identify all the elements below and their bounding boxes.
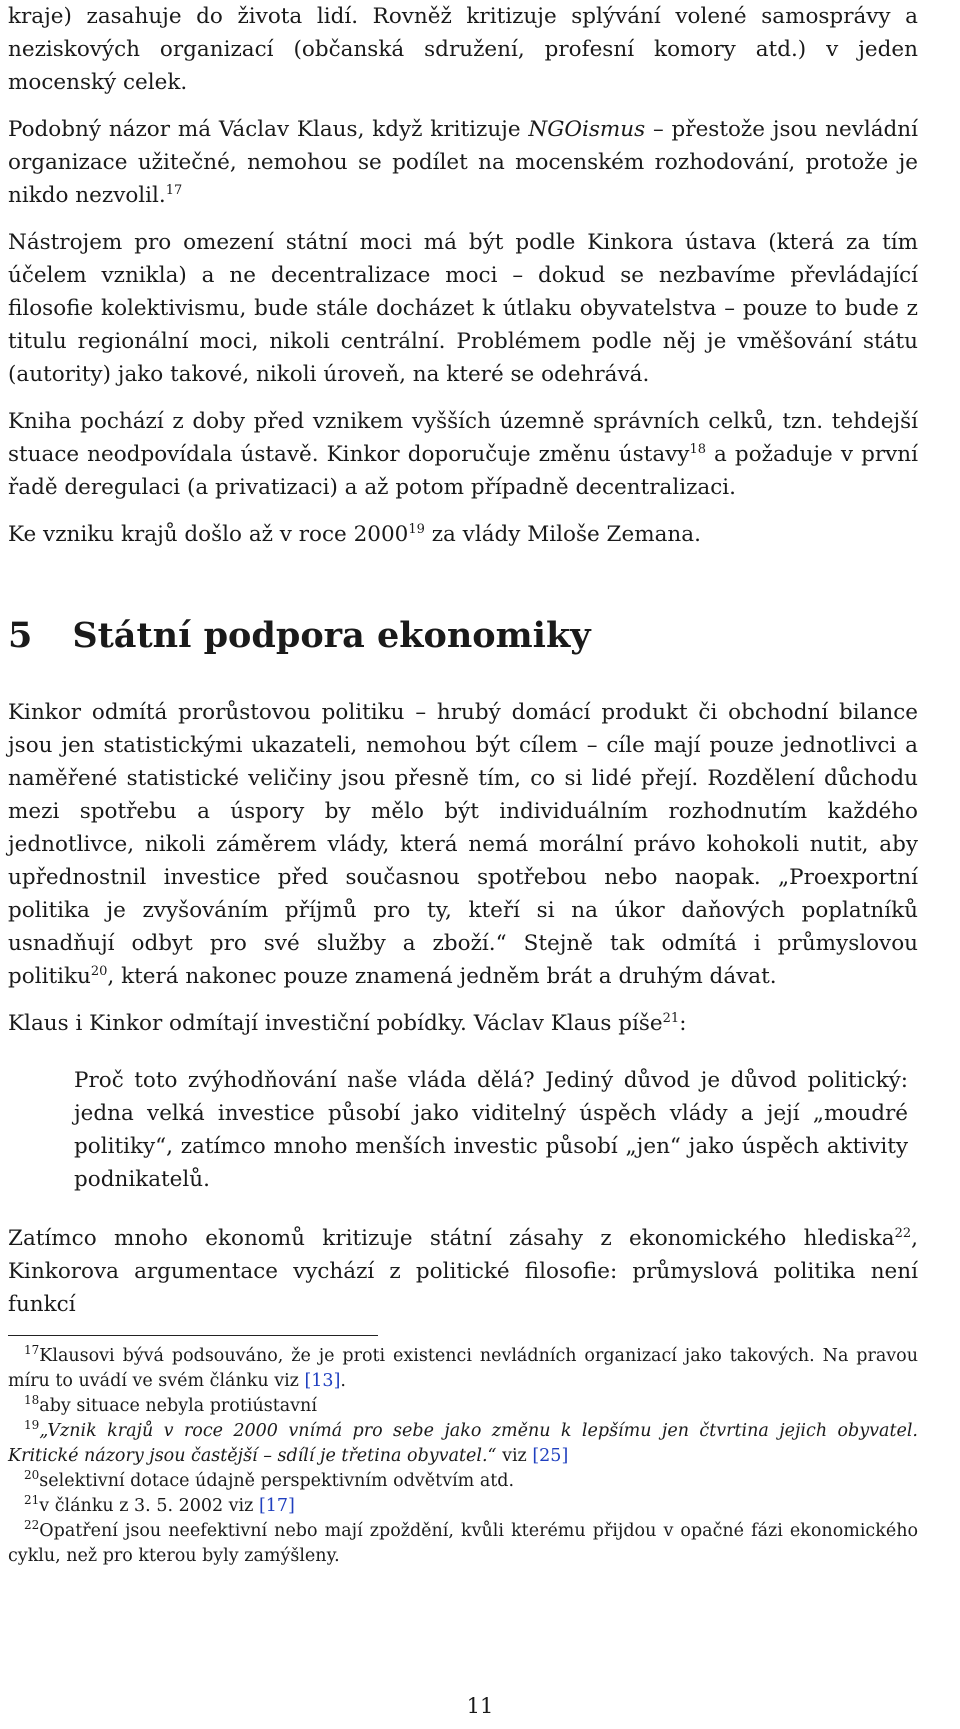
footnote-marker[interactable]: 17 [165,182,183,198]
paragraph-klaus [8,113,918,212]
paragraph-pobidky [8,1007,918,1040]
text-span: Klaus i Kinkor odmítají investiční pobídky. Václav Klaus píše [8,1011,663,1036]
footnote-marker[interactable]: 22 [894,1225,912,1241]
footnote-number: 18 [24,1393,40,1408]
footnote-19 [8,1419,918,1469]
section-title: Státní podpora ekonomiky [72,615,591,656]
footnote-18 [8,1394,918,1419]
footnote-marker[interactable]: 19 [408,521,425,537]
footnote-number: 22 [24,1518,40,1533]
footnote-text: viz [496,1446,533,1466]
footnote-text: aby situace nebyla protiústavní [39,1396,317,1416]
citation-link[interactable]: [17] [258,1496,295,1516]
text-span: Kinkor odmítá prorůstovou politiku – hrubý domácí produkt či obchodní bilance jsou jen statistickými ukazateli, nemohou být cílem – cíle mají pouze jednotlivci a naměřené statistické veličiny jsou přesně tím, co si lidé přejí. Rozdělení důchodu mezi spotřebu a úspory by mělo být individuálním rozhodnutím každého jednotlivce, nikoli záměrem vlády, která nemá morální právo kohokoli nutit, aby upřednostnil investice před současnou spotřebou nebo naopak. „Proexportní politika je zvyšováním příjmů pro ty, kteří si na úkor daňových poplatníků usnadňují odbyt pro své služby a zboží.“ Stejně tak odmítá i průmyslovou politiku [8,700,918,989]
text-span: za vlády Miloše Zemana. [424,522,701,547]
page-number: 11 [466,1694,494,1718]
text-span: Zatímco mnoho ekonomů kritizuje státní zásahy z ekonomického hlediska [8,1226,895,1251]
text-span: a požaduje v první řadě deregulaci (a privatizaci) a až potom případně decentralizaci. [8,442,918,500]
footnote-marker[interactable]: 21 [662,1010,680,1026]
footnote-marker[interactable]: 18 [689,441,706,457]
text-span: , Kinkorova argumentace vychází z politické filosofie: průmyslová politika není funkcí [8,1226,918,1317]
citation-link[interactable]: [25] [532,1446,569,1466]
paragraph-kraje [8,518,918,551]
paragraph-kniha [8,405,918,504]
footnote-20 [8,1469,918,1494]
paragraph-intro: kraje) zasahuje do života lidí. Rovněž kritizuje splývání volené samosprávy a neziskových organizací (občanská sdružení, profesní komory atd.) v jeden mocenský celek. [8,4,918,95]
paragraph-kinkor [8,696,918,993]
italic-term: NGOismus [528,117,646,142]
footnote-rule [8,1335,378,1336]
footnote-text: v článku z 3. 5. 2002 viz [39,1496,259,1516]
footnote-text: Opatření jsou neefektivní nebo mají zpoždění, kvůli kterému přijdou v opačné fázi ekonomického cyklu, než pro kterou byly zamýšleny. [8,1521,918,1566]
footnote-tail: . [340,1371,346,1391]
section-heading [8,615,918,656]
block-quote: Proč toto zvýhodňování naše vláda dělá? Jediný důvod je důvod politický: jedna velká investice působí jako viditelný úspěch vlády a její „moudré politiky“, zatímco mnoho menších investic působí „jen“ jako úspěch aktivity podnikatelů. [74,1068,908,1192]
text-span: – přestože jsou nevládní organizace užitečné, nemohou se podílet na mocenském rozhodování, protože je nikdo nezvolil. [8,117,918,208]
paragraph-nastroj: Nástrojem pro omezení státní moci má být podle Kinkora ústava (která za tím účelem vznikla) a ne decentralizace moci – dokud se nezbavíme převládající filosofie kolektivismu, bude stále docházet k útlaku obyvatelstva – pouze to bude z titulu regionální moci, nikoli centrální. Problémem podle něj je vměšování státu (autority) jako takové, nikoli úroveň, na které se odehrává. [8,230,918,387]
footnotes [8,1344,918,1569]
footnote-number: 17 [24,1343,40,1358]
footnote-quote: „Vznik krajů v roce 2000 vnímá pro sebe jako změnu k lepšímu jen čtvrtina jejich obyvatel. Kritické názory jsou častější – sdílí je třetina obyvatel.“ [8,1421,918,1466]
footnote-17 [8,1344,918,1394]
text-span: Kniha pochází z doby před vznikem vyšších územně správních celků, tzn. tehdejší stuace neodpovídala ústavě. Kinkor doporučuje změnu ústavy [8,409,918,467]
footnote-number: 19 [24,1418,40,1433]
footnote-text: selektivní dotace údajně perspektivním odvětvím atd. [39,1471,515,1491]
paragraph-zatimco [8,1222,918,1321]
footnote-22 [8,1519,918,1569]
citation-link[interactable]: [13] [304,1371,341,1391]
text-span: : [679,1011,687,1036]
section-number: 5 [8,615,33,656]
footnote-marker[interactable]: 20 [90,963,108,979]
footnote-text: Klausovi bývá podsouváno, že je proti existenci nevládních organizací jako takových. Na pravou míru to uvádí ve svém článku viz [8,1346,918,1391]
text-span: Ke vzniku krajů došlo až v roce 2000 [8,522,409,547]
footnote-21 [8,1494,918,1519]
footnote-number: 21 [24,1493,40,1508]
text-span: Podobný názor má Václav Klaus, když kritizuje [8,117,529,142]
footnote-number: 20 [24,1468,40,1483]
text-span: , která nakonec pouze znamená jedněm brát a druhým dávat. [107,964,777,989]
